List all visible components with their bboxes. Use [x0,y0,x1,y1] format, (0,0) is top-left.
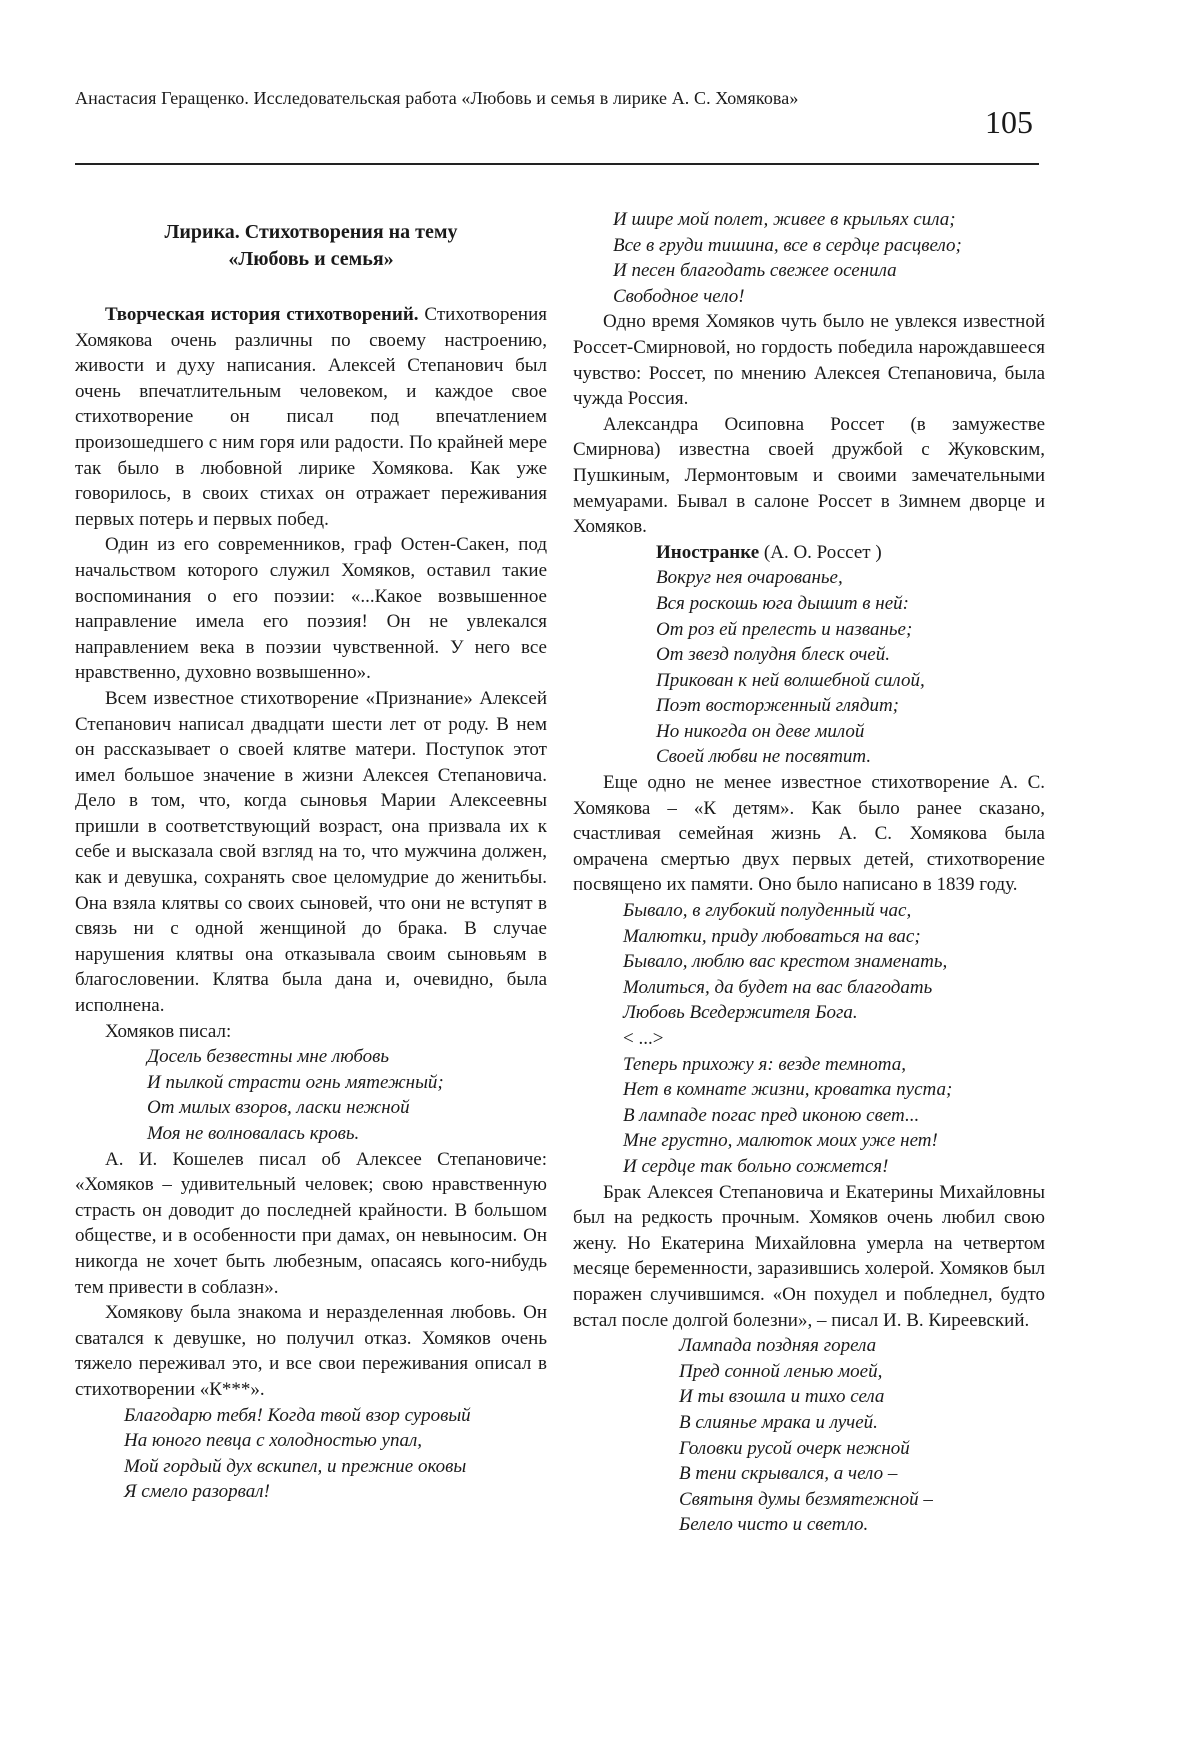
poem-line: Головки русой очерк нежной [679,1437,910,1459]
poem-to-children [573,898,1045,1180]
paragraph: Один из его современников, граф Остен-Сакен, под начальством которого служил Хомяков, оставил такие воспоминания о его поэзии: «...Какое возвышенное направление имела его поэзия! Он не увлекался направлением века в поэзии чувственной. У него все нравственно, духовно возвышенно». [75,534,547,684]
running-header: Анастасия Геращенко. Исследовательская работа «Любовь и семья в лирике А. С. Хомякова» [75,88,799,108]
poem-line: Я смело разорвал! [124,1481,270,1503]
poem-k [75,1403,547,1505]
paragraph: Всем известное стихотворение «Признание» Алексей Степанович написал двадцати шести лет от роду. В нем он рассказывает о своей клятве матери. Поступок этот имел большое значение в жизни Алексея Степановича. Дело в том, что, когда сыновья Марии Алексеевны пришли в соответствующий возраст, она призвала их к себе и высказала свой взгляд на то, что мужчина должен, как и девушка, сохранять свое целомудрие до женитьбы. Она взяла клятвы со своих сыновей, что они не вступят в связь ни с одной женщиной до брака. В случае нарушения клятвы она отказывала своим сыновьям в благословении. Клятва была дана и, очевидно, была исполнена. [75,687,547,1017]
poem-k-continued [573,207,1045,309]
paragraph-lead: Творческая история стихотворений. [105,304,419,325]
poem-line: Своей любви не посвятит. [656,746,872,768]
poem-line: Но никогда он деве милой [656,720,865,742]
header-rule [75,163,1039,165]
poem-line: Малютки, приду любоваться на вас; [623,925,921,947]
poem-line: В лампаде погас пред иконою свет... [623,1104,920,1126]
paragraph: Хомяков писал: [105,1020,232,1042]
paragraph: Одно время Хомяков чуть было не увлекся известной Россет-Смирновой, но гордость победила нарождавшееся чувство: Россет, по мнению Алексея Степановича, была чужда Россия. [573,311,1045,410]
poem-line: От звезд полудня блеск очей. [656,644,890,666]
poem-line: Пред сонной ленью моей, [679,1360,883,1382]
poem-line: Благодарю тебя! Когда твой взор суровый [124,1404,471,1426]
page-number: 105 [985,104,1033,140]
poem-line: Нет в комнате жизни, кроватка пуста; [623,1079,953,1101]
right-column [573,207,1045,1538]
section-title-line1: Лирика. Стихотворения на тему [164,221,458,243]
poem-line: Моя не волновалась кровь. [147,1123,360,1144]
poem-line: Вся роскошь юга дышит в ней: [656,592,909,614]
poem-line: Мне грустно, малюток моих уже нет! [623,1130,938,1152]
poem-line: Досель безвестны мне любовь [147,1046,390,1068]
poem-line: В тени скрывался, а чело – [679,1463,898,1485]
poem-line: Святыня думы безмятежной – [679,1488,933,1510]
poem-line: Бывало, люблю вас крестом знаменать, [623,951,948,973]
poem-line: Лампада поздняя горела [679,1335,877,1357]
poem-confession [75,1044,547,1146]
paragraph-text: Стихотворения Хомякова очень различны по своему настроению, живости и духу написания. Алексей Степанович был очень впечатлительным человеком, и каждое свое стихотворение он писал под впечатлением произошедшего с ним горя или радости. По крайней мере так было в любовной лирике Хомякова. Как уже говорилось, в своих стихах он отражает переживания первых потерь и первых побед. [75,304,547,530]
paragraph: А. И. Кошелев писал об Алексее Степановиче: «Хомяков – удивительный человек; свою нравственную страсть он доводит до последней крайности. В большом обществе, и в особенности при дамах, он невыносим. Он никогда не хочет быть любезным, опасаясь кого-нибудь тем привести в соблазн». [75,1148,547,1298]
poem-line: От милых взоров, ласки нежной [147,1097,410,1119]
poem-line: И пылкой страсти огнь мятежный; [147,1071,444,1093]
poem-line: Все в груди тишина, все в сердце расцвело; [613,234,962,256]
poem-line: Любовь Вседержителя Бога. [623,1002,858,1024]
poem-foreigner [573,540,1045,770]
left-column [75,207,547,1505]
paragraph: Хомякову была знакома и неразделенная любовь. Он сватался к девушке, но получил отказ. Хомяков очень тяжело переживал это, и все свои переживания описал в стихотворении «К***». [75,1302,547,1400]
poem-line: В слиянье мрака и лучей. [679,1411,878,1433]
poem-line: Прикован к ней волшебной силой, [656,669,925,691]
poem-line: И шире мой полет, живее в крыльях сила; [613,209,956,230]
section-title-line2: «Любовь и семья» [228,248,394,270]
poem-line: И ты взошла и тихо села [679,1386,885,1408]
poem-line: Вокруг нея очарованье, [656,567,843,589]
paragraph: Брак Алексея Степановича и Екатерины Михайловны был на редкость прочным. Хомяков очень любил свою жену. Но Екатерина Михайловна умерла на четвертом месяце беременности, заразившись холерой. Хомяков был поражен случившимся. «Он похудел и побледнел, будто встал после долгой болезни», – писал И. В. Киреевский. [573,1181,1046,1331]
poem-line: На юного певца с холодностью упал, [124,1430,423,1452]
poem-lamp [573,1333,1045,1538]
poem-title: Иностранке [656,541,760,563]
section-title [75,219,547,273]
poem-line: И песен благодать свежее осенила [613,260,897,282]
paragraph [75,302,547,532]
poem-omission: < ...> [623,1028,664,1049]
poem-heading [656,540,1045,566]
poem-line: Молиться, да будет на вас благодать [623,976,933,998]
paragraph: Александра Осиповна Россет (в замужестве Смирнова) известна своей дружбой с Жуковским, Пушкиным, Лермонтовым и своими замечательными мемуарами. Бывал в салоне Россет в Зимнем дворце и Хомяков. [573,413,1045,538]
poem-line: Мой гордый дух вскипел, и прежние оковы [124,1455,467,1477]
poem-line: Свободное чело! [613,285,745,307]
poem-line: От роз ей прелесть и названье; [656,618,913,640]
poem-line: И сердце так больно сожмется! [623,1155,889,1177]
poem-line: Теперь прихожу я: везде темнота, [623,1053,906,1075]
poem-line: Поэт восторженный глядит; [656,695,900,717]
poem-line: Бывало, в глубокий полуденный час, [623,900,912,922]
poem-line: Белело чисто и светло. [679,1514,869,1536]
poem-subtitle: (А. О. Россет ) [759,541,882,563]
paragraph: Еще одно не менее известное стихотворение А. С. Хомякова – «К детям». Как было ранее сказано, счастливая семейная жизнь А. С. Хомякова была омрачена смертью двух первых детей, стихотворение посвящено их памяти. Оно было написано в 1839 году. [573,772,1045,896]
